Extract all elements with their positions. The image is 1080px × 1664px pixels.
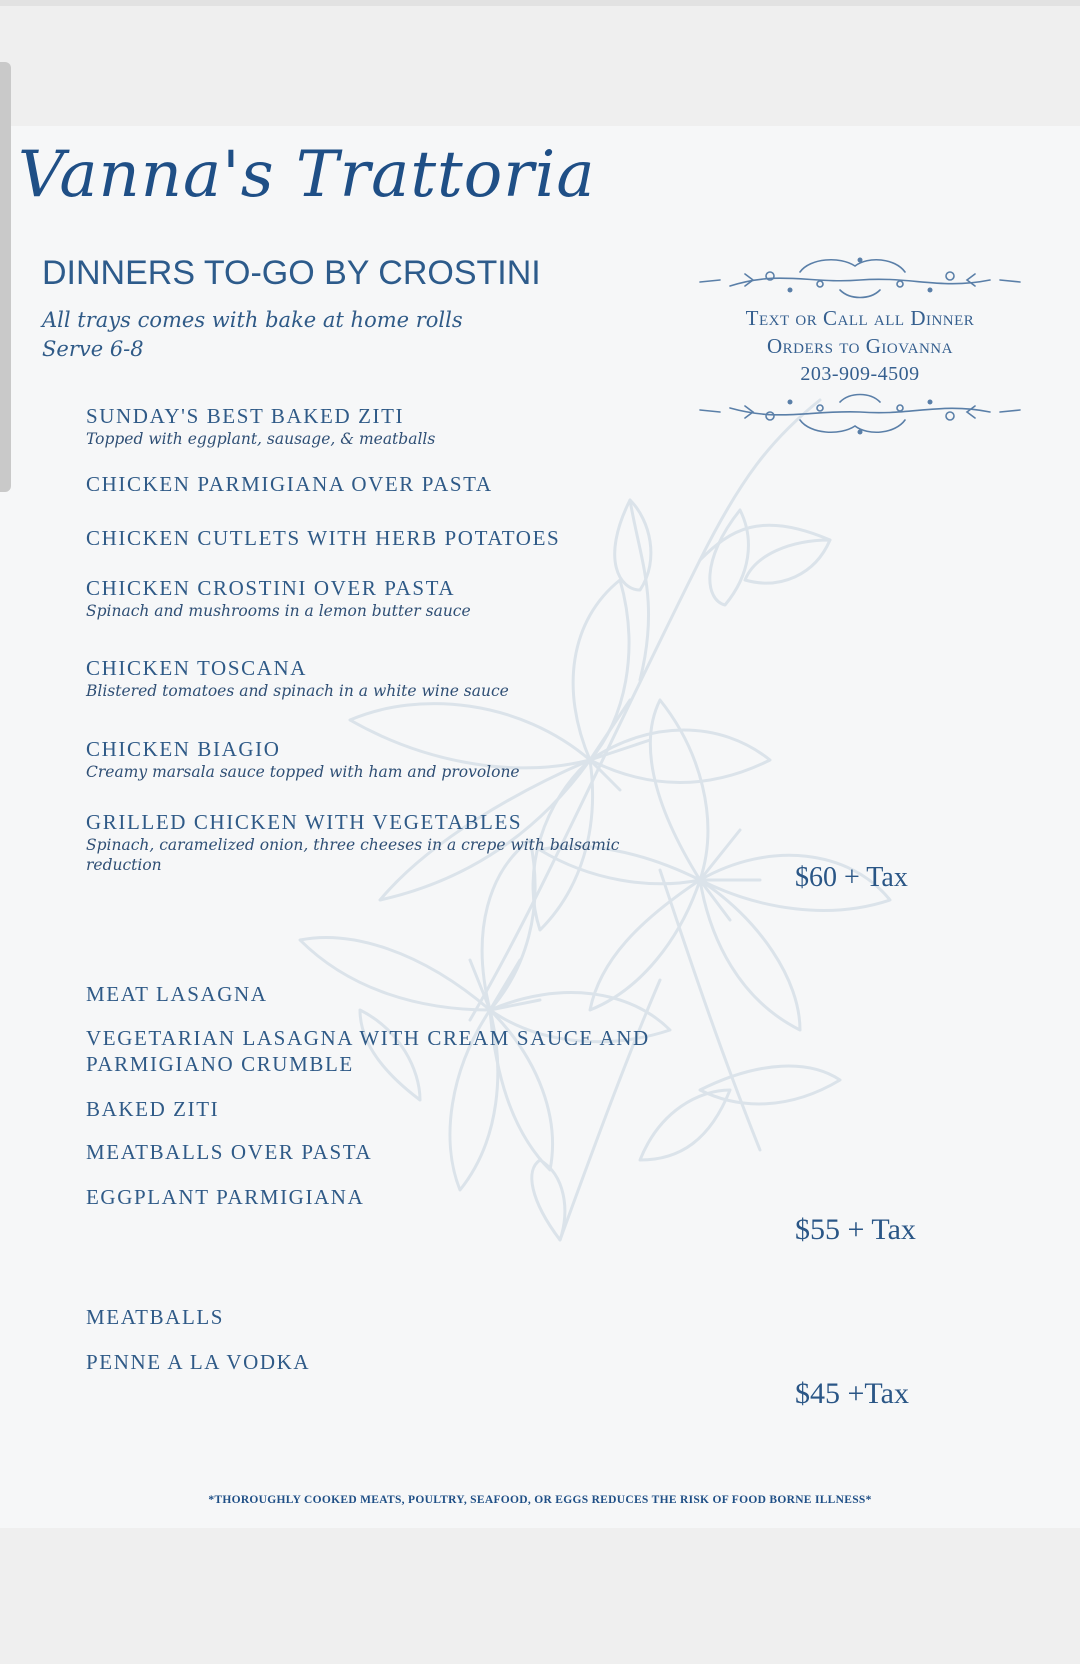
item-name: VEGETARIAN LASAGNA WITH CREAM SAUCE AND PARMIGIANO CRUMBLE xyxy=(86,1026,650,1076)
menu-item xyxy=(86,1184,364,1210)
price-tier-45: $45 +Tax xyxy=(795,1377,909,1410)
item-name: MEAT LASAGNA xyxy=(86,982,268,1006)
item-name: CHICKEN PARMIGIANA OVER PASTA xyxy=(86,472,493,496)
serving-note: Serve 6-8 xyxy=(42,337,144,361)
restaurant-title: Vanna's Trattoria xyxy=(18,138,596,212)
item-name: MEATBALLS OVER PASTA xyxy=(86,1140,373,1164)
menu-item xyxy=(86,1304,224,1330)
item-description: Spinach, caramelized onion, three cheeses in a crepe with balsamic reduction xyxy=(86,836,620,874)
top-divider xyxy=(0,0,1080,6)
menu-item xyxy=(86,575,471,621)
item-name: MEATBALLS xyxy=(86,1305,225,1329)
price-tier-55: $55 + Tax xyxy=(795,1213,916,1246)
scrollbar-handle[interactable] xyxy=(0,62,11,492)
item-name: EGGPLANT PARMIGIANA xyxy=(86,1185,365,1209)
menu-item xyxy=(86,403,435,449)
item-name: SUNDAY'S BEST BAKED ZITI xyxy=(86,404,405,428)
item-description: Topped with eggplant, sausage, & meatballs xyxy=(86,430,436,448)
contact-box xyxy=(690,250,1030,442)
menu-subtitle: DINNERS TO-GO BY CROSTINI xyxy=(42,254,541,292)
item-name: CHICKEN CROSTINI OVER PASTA xyxy=(86,576,456,600)
item-description: Blistered tomatoes and spinach in a white wine sauce xyxy=(86,682,509,700)
menu-item xyxy=(86,525,560,551)
item-name: CHICKEN CUTLETS WITH HERB POTATOES xyxy=(86,526,561,550)
menu-item xyxy=(86,1025,666,1077)
food-safety-disclaimer: *THOROUGHLY COOKED MEATS, POULTRY, SEAFOOD, OR EGGS REDUCES THE RISK OF FOOD BORNE ILLNESS* xyxy=(208,1494,872,1506)
menu-item xyxy=(86,1349,310,1375)
contact-phone[interactable]: 203-909-4509 xyxy=(800,363,920,385)
item-name: CHICKEN TOSCANA xyxy=(86,656,307,680)
flourish-top-icon xyxy=(690,250,1030,304)
contact-line-2: Orders to Giovanna xyxy=(767,334,953,358)
item-name: GRILLED CHICKEN WITH VEGETABLES xyxy=(86,810,523,834)
contact-line-1: Text or Call all Dinner xyxy=(745,306,975,330)
menu-item xyxy=(86,471,493,497)
flourish-bottom-icon xyxy=(690,388,1030,442)
menu-item xyxy=(86,981,268,1007)
item-name: CHICKEN BIAGIO xyxy=(86,737,281,761)
menu-item xyxy=(86,1139,372,1165)
menu-item xyxy=(86,736,520,782)
item-description: Creamy marsala sauce topped with ham and provolone xyxy=(86,763,520,781)
menu-item xyxy=(86,1096,219,1122)
item-name: PENNE A LA VODKA xyxy=(86,1350,311,1374)
price-tier-60: $60 + Tax xyxy=(795,862,908,893)
menu-item xyxy=(86,809,666,875)
menu-item xyxy=(86,655,509,701)
item-description: Spinach and mushrooms in a lemon butter sauce xyxy=(86,602,471,620)
tray-note: All trays comes with bake at home rolls xyxy=(42,308,463,332)
item-name: BAKED ZITI xyxy=(86,1097,220,1121)
